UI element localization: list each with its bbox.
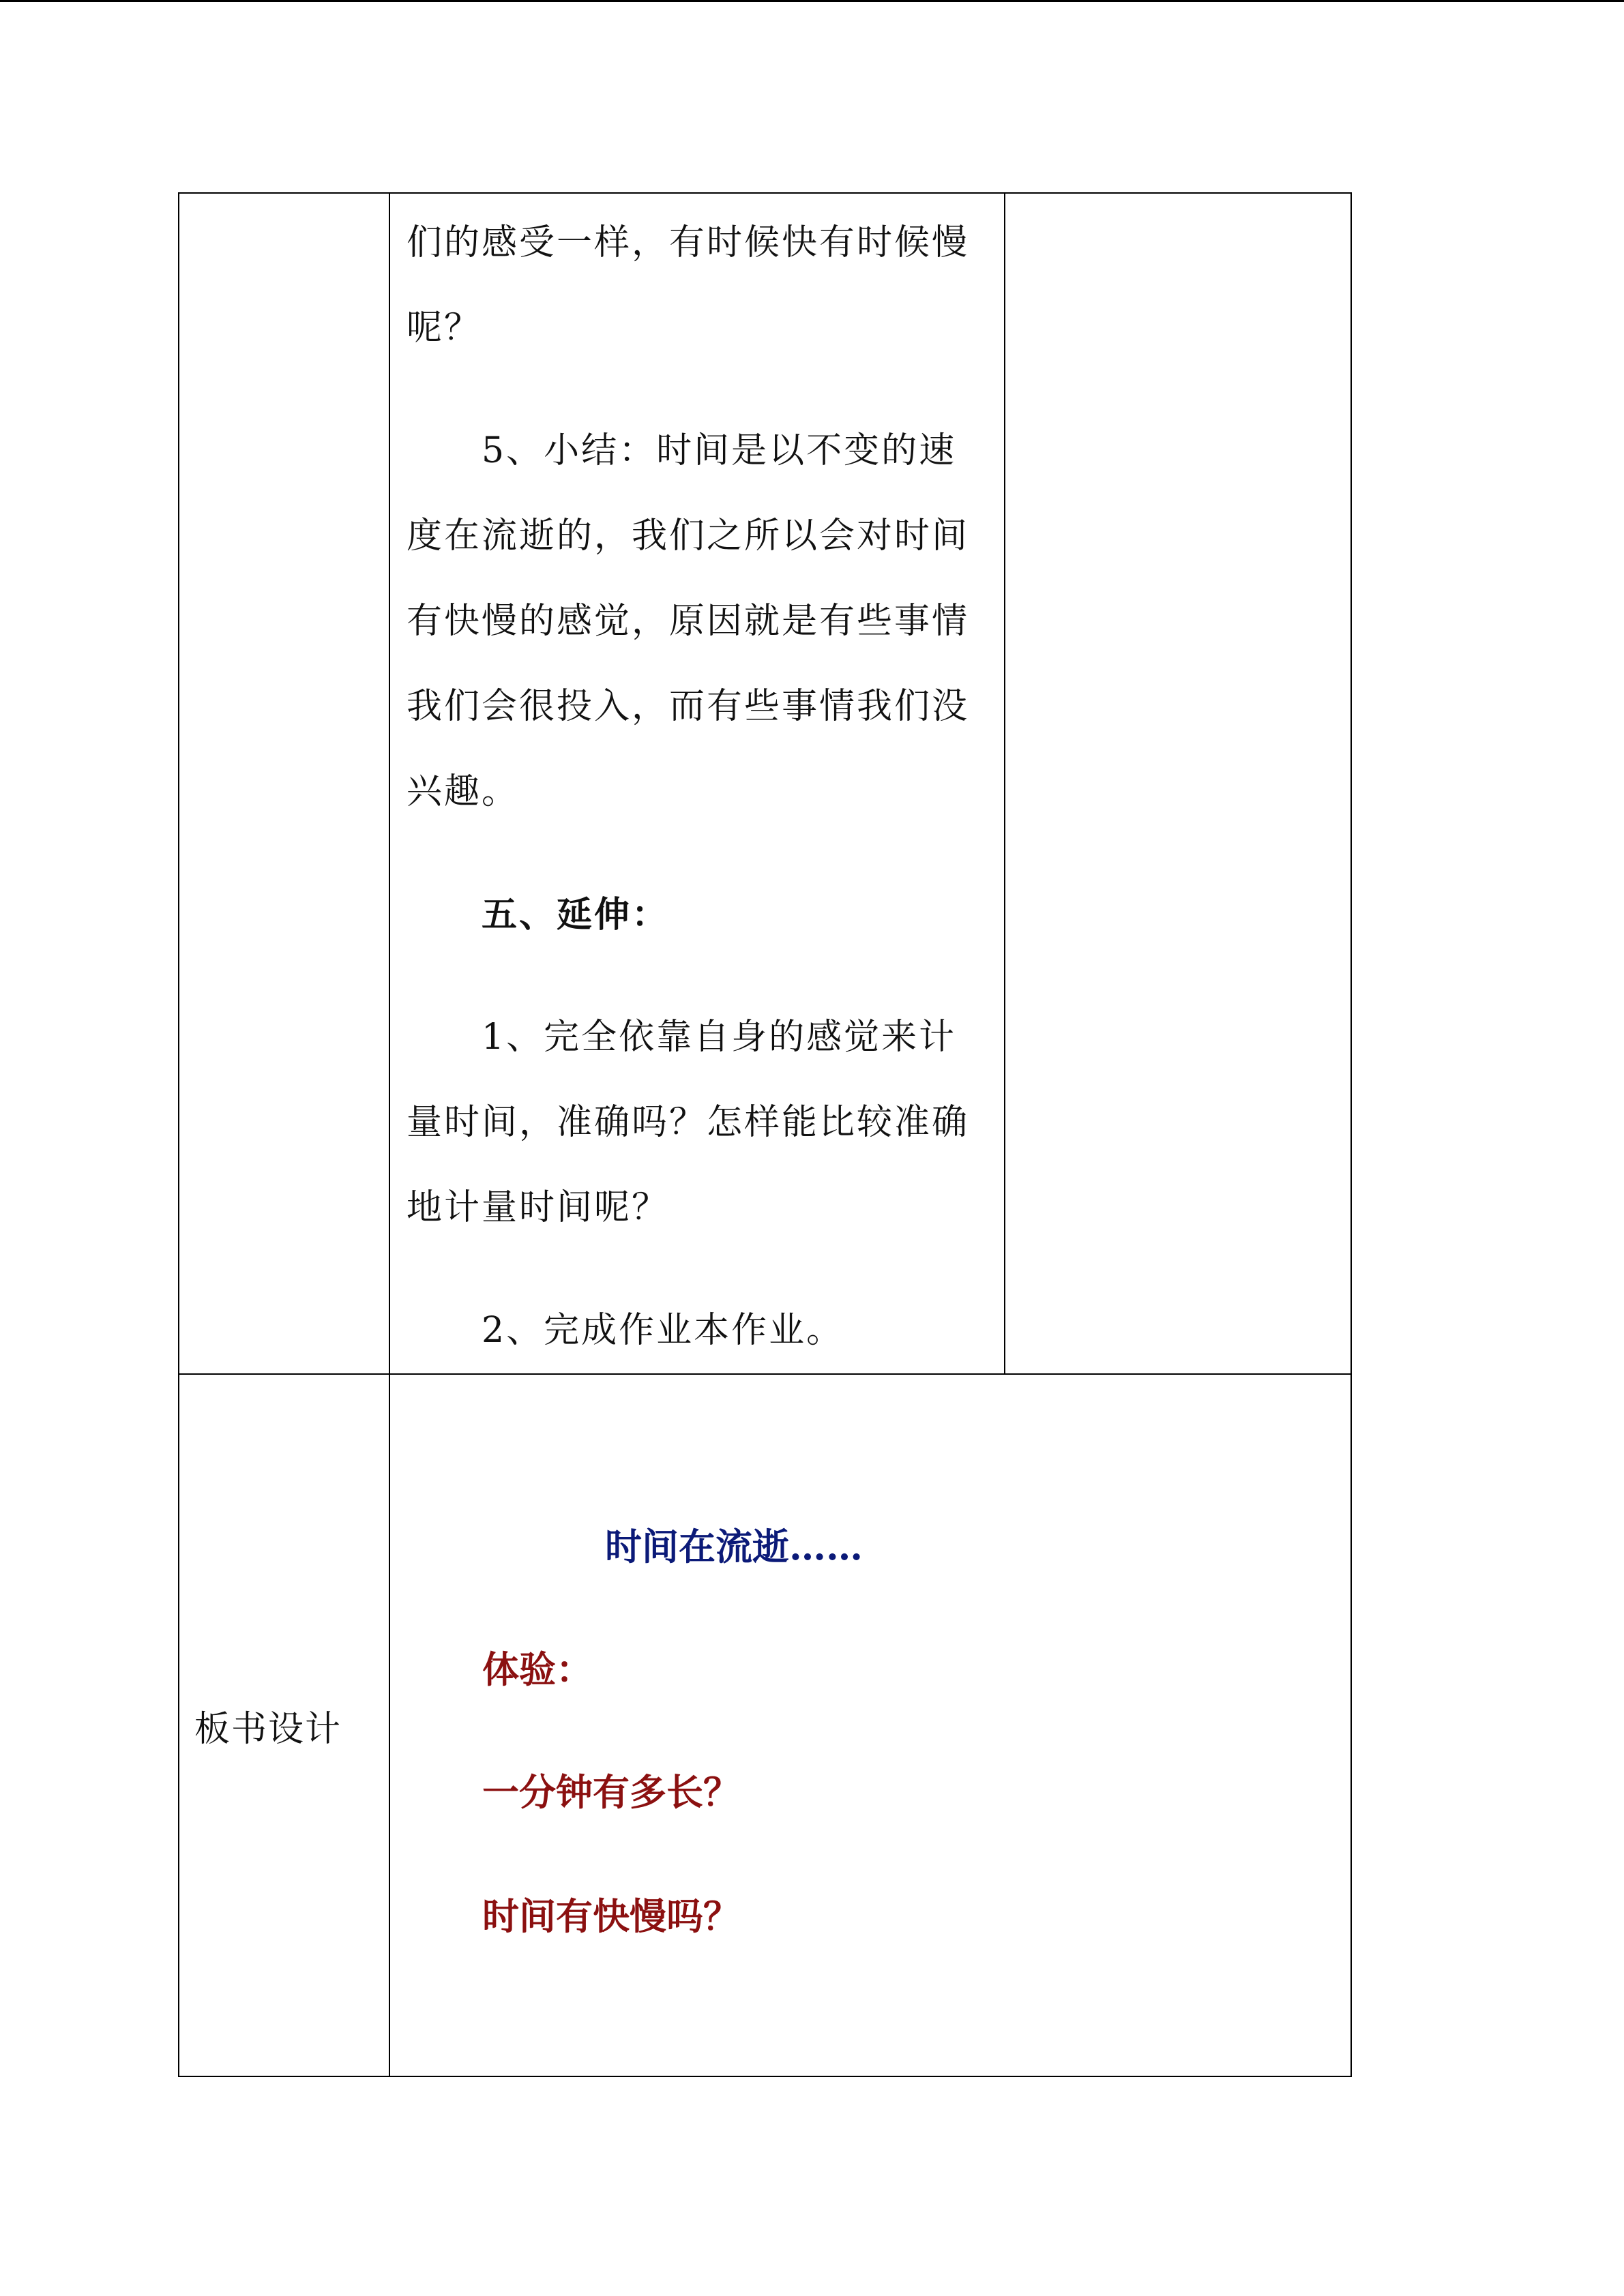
section-heading-extension: 五、延伸： — [482, 894, 670, 936]
process-row — [179, 193, 1351, 1374]
top-border-line — [0, 0, 1624, 2]
paragraph-extension-question: 1、完全依靠自身的感觉来计量时间，准确吗？怎样能比较准确地计量时间呢？ — [407, 1017, 970, 1228]
process-text-block — [390, 194, 1004, 1373]
lesson-plan-table — [178, 192, 1352, 2077]
board-title: 时间在流逝…… — [605, 1525, 863, 1568]
process-notes-cell — [1005, 193, 1351, 1374]
board-design-label-cell — [179, 1374, 389, 2076]
paragraph-feeling-question: 们的感受一样，有时候快有时候慢呢？ — [407, 222, 970, 348]
paragraph-homework: 2、完成作业本作业。 — [482, 1310, 844, 1351]
board-line-one-minute: 一分钟有多长？ — [482, 1770, 740, 1814]
process-content-cell — [389, 193, 1005, 1374]
board-line-experience: 体验： — [482, 1648, 593, 1691]
board-design-content-cell — [389, 1374, 1351, 2076]
board-design-label: 板书设计 — [194, 1708, 342, 1750]
board-design-row — [179, 1374, 1351, 2076]
board-line-time-speed: 时间有快慢吗？ — [482, 1894, 740, 1938]
paragraph-summary: 5、小结：时间是以不变的速度在流逝的，我们之所以会对时间有快慢的感觉，原因就是有些事情我们会很投入，而有些事情我们没兴趣。 — [407, 430, 970, 812]
process-label-cell — [179, 193, 389, 1374]
